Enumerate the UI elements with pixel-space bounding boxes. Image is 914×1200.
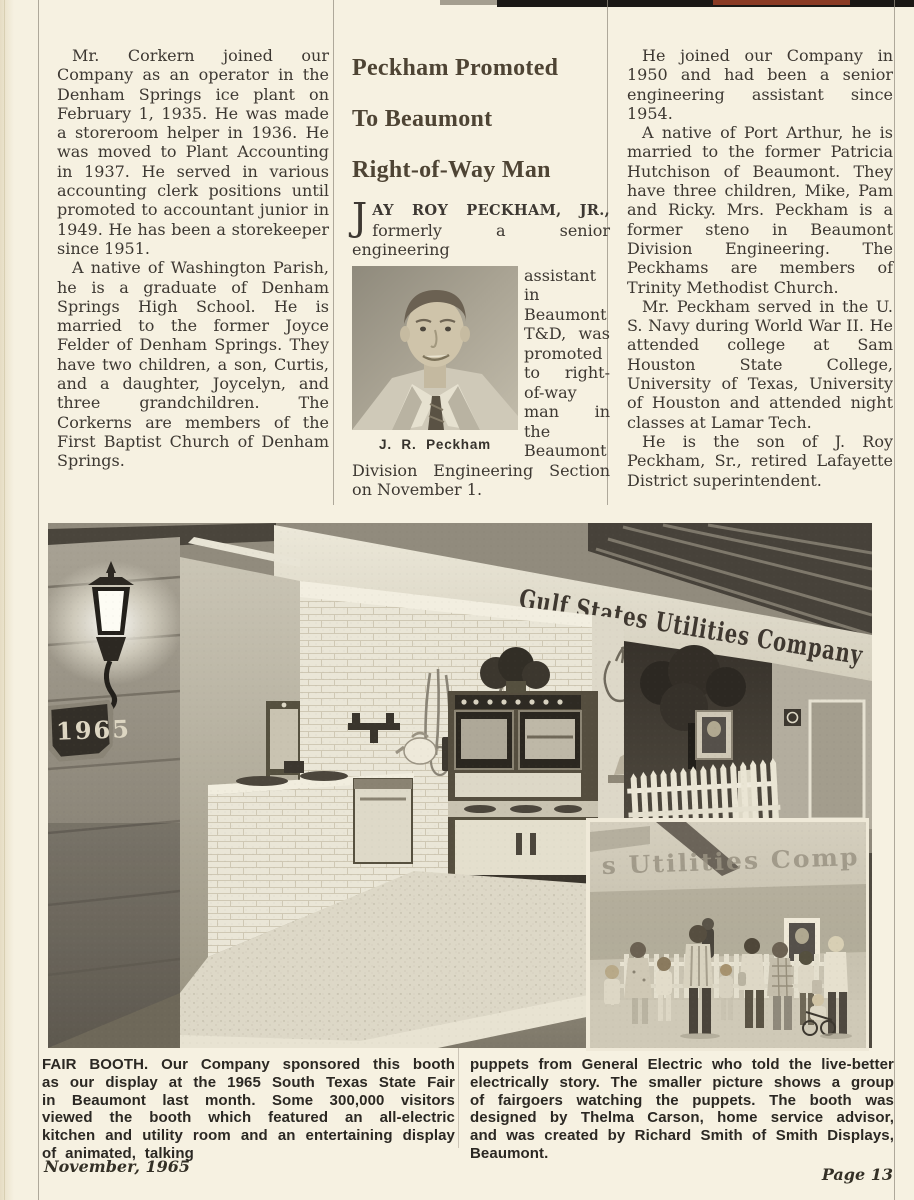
photo-caption-left — [42, 1056, 455, 1163]
corkern-paragraph-2: A native of Washington Parish, he is a graduate of Denham Springs High School. He is married to the former Joyce Felder of Denham Springs. They have two children, a son, Curtis, and a daughter, Joycelyn, and three grandchildren. The Corkerns are members of the First Baptist Church of Denham Springs. — [57, 258, 329, 471]
headline-line-3: Right-of-Way Man — [352, 157, 551, 183]
photo-caption-right-text: puppets from General Electric who told the live-better electrically story. The smaller picture shows a group of fairgoers watching the puppets. The booth was designed by Thelma Carson, home service advisor, and was created by Richard Smith of Smith Displays, Beaumont. — [470, 1056, 894, 1162]
column-corkern — [57, 46, 329, 471]
scan-artifact-gray — [440, 0, 498, 5]
scan-left-line — [4, 0, 5, 1200]
eye-left — [420, 326, 426, 331]
inset-crowd-scene — [590, 822, 866, 1048]
scan-artifact-red-strip — [713, 0, 850, 5]
article-headline — [352, 40, 610, 183]
peckham-portrait-figure — [352, 266, 518, 452]
photo-caption-right — [470, 1056, 894, 1163]
page-right-rule — [894, 0, 895, 1200]
portrait-and-wrap — [352, 266, 610, 500]
lead-paragraph — [352, 195, 610, 260]
footer-page-number: Page 13 — [821, 1165, 893, 1184]
portrait-caption: J. R. Peckham — [379, 436, 491, 452]
inset-crowd-photo — [586, 818, 869, 1051]
inset-grain — [590, 822, 866, 1048]
footer-issue-date: November, 1965 — [44, 1157, 191, 1176]
corkern-paragraph-1: Mr. Corkern joined our Company as an operator in the Denham Springs ice plant on February 1, 1935. He was made a storeroom helper in 1936. He was moved to Plant Accounting in 1937. He served in various accounting clerk positions until promoted to accountant junior in 1949. He has been a storekeeper since 1951. — [57, 46, 329, 258]
ear-left — [400, 326, 410, 342]
peckham-portrait-photo — [352, 266, 518, 430]
peckham-paragraph-2: A native of Port Arthur, he is married to the former Patricia Hutchison of Beaumont. They have three children, Mike, Pam and Ricky. Mrs. Peckham is a former steno in Beaumont Division Engineering. The Peckhams are members of Trinity Methodist Church. — [627, 123, 893, 297]
fair-booth-photo — [48, 523, 872, 1048]
photo-caption-left-text: FAIR BOOTH. Our Company sponsored this booth as our display at the 1965 South Texas State Fair in Beaumont last month. Some 300,000 visitors viewed the booth which featured an all-electric kitchen and utility room and an entertaining display of animated, talking — [42, 1056, 455, 1162]
peckham-paragraph-4: He is the son of J. Roy Peckham, Sr., retired Lafayette District superintendent. — [627, 431, 893, 490]
scan-artifact-black-strip — [497, 0, 914, 7]
drop-cap: J — [352, 195, 368, 239]
peckham-paragraph-1: He joined our Company in 1950 and had been a senior engineering assistant since 1954. — [627, 46, 893, 123]
scan-left-edge — [0, 0, 14, 1200]
page-left-rule — [38, 0, 39, 1200]
eye-right — [445, 326, 451, 331]
headline-line-2: To Beaumont — [352, 106, 493, 132]
peckham-paragraph-3: Mr. Peckham served in the U. S. Navy during World War II. He attended college at Sam Houston State College, University of Texas, University of Houston and attended night classes at Lamar Tech. — [627, 296, 893, 432]
column-rule-1 — [333, 0, 334, 505]
lead-name-bold: AY ROY PECKHAM, JR., — [372, 202, 610, 219]
headline-line-1: Peckham Promoted — [352, 55, 559, 81]
wrapped-text: assistant in Beaumont T&D, was promoted to right-of-way man in the Beaumont Division Engineering Section on November 1. — [352, 265, 610, 499]
caption-column-rule — [458, 1048, 459, 1148]
ear-right — [460, 326, 470, 342]
column-peckham-headline — [352, 40, 610, 500]
column-peckham-body — [627, 46, 893, 490]
lead-rest: formerly a senior engineering — [352, 220, 610, 259]
